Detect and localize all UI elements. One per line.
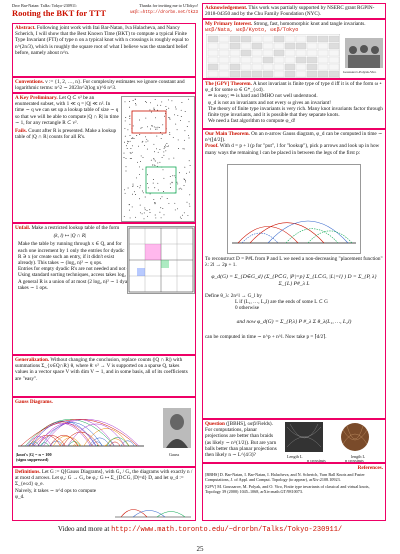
definitions-box [12,467,196,521]
proof-heading: Proof. [205,143,219,150]
question-heading: Question [205,421,225,427]
generalization-heading: Generalization. [15,357,50,363]
equation-1: φ_d(G) = Σ_{D∈G_d} (Σ_{P⊂G, |P|=p} Σ_{L⊂G, |L|=l} ) D = Σ_{P, λ} Σ_{L} P#_λ L [211,274,377,287]
final-text: can be computed in time ∼ n^p + n^l. Now take p = ⌈d/2⌉. [205,333,327,340]
reference-1: [BBHS] D. Bar-Natan, I. Bar-Natan, I. Halacheva, and N. Scherich, Yarn Ball Knots and Faster Computations, J. of Appl. and Comput. Topology (to appear), arXiv:2108.10923. [205,472,365,483]
definitions-naively: Naively, it takes ∼ n^d ops to compute φ_d. [15,487,97,500]
references-box [202,463,386,521]
yarn-ball-figure [285,422,385,454]
question-caption-n-2: n crossings [345,458,364,463]
ack-heading: Acknowledgement. [205,5,248,11]
abstract-text: Following joint work with Itai Bar-Natan, Iva Halacheva, and Nancy Scherich, I will show that the Best Known Time (BKT) to compute a typical Finite Type Invariant (FTI) of type n on a typical knot with n crossings is roughly equal to n^(2n/3), which is roughly the square root of what I believe was the standard belief before, namely about n^n. [15,25,189,56]
reconstruct-text: To reconstruct D = P#L from P and L we need a non-decreasing "placement function" λ: 2l → 2p + 1. [205,256,383,269]
fails-heading: Fails. [15,128,27,135]
references-heading: References. [357,465,383,471]
question-caption-length-2: length L [351,454,366,459]
conventions-text: ν := {1, 2, …, n}. For complexity estimates we ignore constant and logarithmic terms: n^2 ∼ 2023n^2(log n)^6 n^3. [15,79,185,92]
main-text: On an n-arrow Gauss diagram, φ_d can be computed in time ∼ n^(⌊d/2⌋). [205,131,383,144]
footer-prefix: Video and more at [57,525,110,533]
definitions-text: Let G := Q⟨Gauss Diagrams⟩, with G₂ / G₃ the diagrams with exactly n / at most d arrows. Let φ₂: G → G₂ be φ₂: G ↦ Σ_{D⊂G, |D|=d} D, and let φ_d := Σ_{e≤d} φ_e. [15,469,193,488]
dyadic-grid-figure [127,226,195,294]
subdiagram-figure [113,500,193,520]
gpv-theorem-box [202,79,386,129]
gpv-portrait [345,38,383,68]
unfail-bullet-1: Make the table by running through x ∈ Q, and for each one increment by 1 only the entries for dyadic R ∋ x (or create such an entry, if it didn't exist already). This takes ∼ (log₂ n)² ∼ q ops. [18,241,125,267]
reference-2: [GPV] M. Goussarov, M. Polyak, and O. Viro, Finite type invariants of classical and virtual knots, Topology 39 (2000) 1045–1068, arXiv:math.GT/9810073. [205,484,370,495]
gpv-bullet-4: We need a fast algorithm to compute φ_d! [208,118,296,125]
gauss-diagram-figure [16,406,146,454]
poster [12,3,388,521]
invariants-table-figure [206,34,340,78]
gpv-bullet-2: φ_d is not an invariants and not every ω gives an invariant! [208,99,331,106]
define-text: Define θ_λ: 2n^l → G_l by [205,292,262,299]
header-link[interactable]: ωεβ:=http://drorbn.net/tk23 [130,11,198,15]
gauss-caption-1: |knot's |G| = n = 100 [16,452,52,457]
question-caption-n: n crossings [307,458,326,463]
unfail-formula: (k, l) ↦ |Q ∩ R| [53,233,87,240]
gauss-portrait [163,408,191,448]
gauss-box [12,397,196,467]
ack-box [202,3,386,19]
question-caption-length: Length L [287,454,303,459]
key-preliminary-text: Let Q ⊂ ν² be an enumerated subset, with 1 ≪ q = |Q| ≪ n². In time ∼ q we can set up a lookup table of size ∼ q so that we will be able to compute |Q ∩ R| in time ∼ 1, for any rectangle R ⊂ ν². [15,95,119,126]
header-top-left: Dror Bar-Natan: Talks: Tokyo-230911: [12,3,78,8]
gpv-text: A knot invariant is finite type of type d iff it is of the form ω ∘ φ_d for some ω ∈ G*_{≤d}. [205,81,382,94]
unfail-heading: Unfail. [15,225,31,231]
fails-text: Count after R is presented. Make a lookup table of |Q ∩ R| counts for all R's. [15,128,117,141]
case-2: 0 otherwise [235,305,260,312]
abstract-box [12,23,196,77]
unfail-bullet-3: Using standard sorting techniques, access takes log₂ q ∼ 1 ops. [18,272,150,279]
equation-2: and now φ_d(G) = Σ_{P,λ} P #_λ Σ θ_λ(L₁, …, L₂l) [236,319,352,326]
unfail-box [12,223,196,355]
gpv-heading: The [GPV] Theorem. [205,81,252,87]
primary-heading: My Primary Interest. [205,21,253,27]
case-1: L if (L₁, …, L₂l) are the ends of some L ⊂ G [235,299,328,306]
primary-text: Strong, fast, homomorphic knot and tangle invariants. [253,21,366,27]
poster-title: Rooting the BKT for TTT [12,8,106,18]
conventions-box [12,77,196,93]
gauss-heading: Gauss Diagrams. [15,399,53,405]
scatter-figure [121,96,195,222]
placement-figure [227,164,361,254]
page-number: 25 [196,545,204,553]
footer [0,525,400,534]
ack-text: This work was partially supported by NSERC grant RGPIN-2018-04350 and by the Chu Family Foundation (NYC). [205,5,375,18]
unfail-bullet-2: Entries for empty dyadic R's are not needed and not created. [18,266,143,273]
gpv-bullet-3: The theory of finite type invariants is very rich. Many knot invariants factor through finite type invariants, and it is possible that they separate knots. [208,105,383,119]
key-preliminary-heading: A Key Preliminary. [15,95,58,101]
key-preliminary-box [12,93,196,223]
primary-links[interactable]: ωεβ/Nata, ωεβ/Kyoto, ωεβ/Tokyo [205,27,299,34]
primary-interest-box [202,19,386,79]
gpv-portrait-caption: Goussarov-Polyak-Viro [343,70,377,74]
abstract-heading: Abstract. [15,25,36,31]
definitions-heading: Definitions. [15,469,41,475]
question-box [202,419,386,463]
header-top-right: Thanks for inviting me to UTokyo! [139,3,198,8]
footer-link[interactable]: http://www.math.toronto.edu/~drorbn/Talks/Tokyo-230911/ [111,526,343,534]
header [12,3,198,25]
gpv-bullet-1: ⇐ is easy; ⇒ is hard and IMHO not well understood. [208,93,318,100]
unfail-text: Make a restricted lookup table of the form [31,225,120,231]
generalization-box [12,355,196,397]
main-heading: Our Main Theorem. [205,131,250,137]
question-text: ([BBHS], ωεβ/Fields). For computations, planar projections are better than braids (as likely ∼ n^(1/2)). But are yarn balls better than planar projections then likely n ∼ L^(4/3)? [205,421,277,459]
conventions-heading: Conventions. [15,79,44,85]
generalization-text: Without changing the conclusion, replace counts (|Q ∩ R|) with summations Σ_{x∈Q∩R} θ, where θ: ν² → V is supported on a sparse Q, takes values in a vector space V with dim V ∼ 1, and in some basis, all of its coefficients are "easy". [15,357,188,382]
gauss-portrait-caption: Gauss [169,452,180,457]
main-theorem-box [202,129,386,419]
unfail-bullet-4: A general R is a union of at most (2 log₂ n)² ∼ 1 dyadic ones, so counting |Q ∩ R| takes ∼ 1 ops. [18,278,188,291]
proof-text: With d = p + l (p for "put", l for "lookup"), pick p arrows and look up in how many ways the remaining l can be placed in between the legs of the first p: [205,143,380,156]
gauss-caption-2: (signs suppressed) [16,457,49,462]
